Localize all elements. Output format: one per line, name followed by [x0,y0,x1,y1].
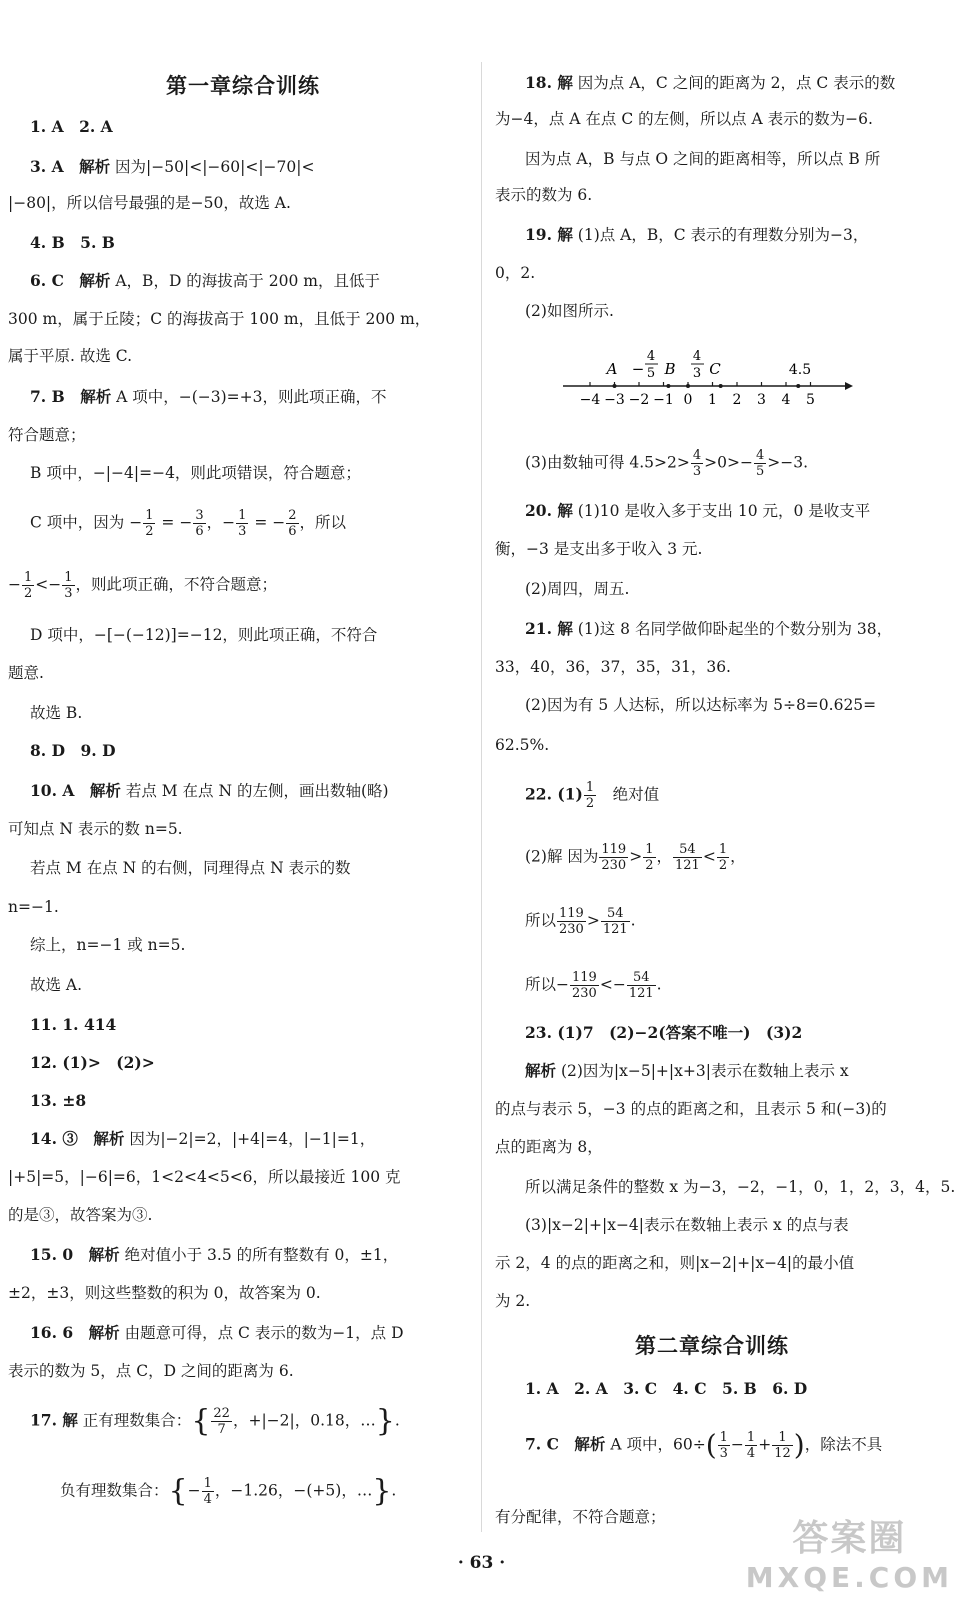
point-frac-4-3-num: 4 [692,349,702,364]
number-line-point [666,384,670,388]
answer-7: 7. B 解析 A 项中，−(−3)=+3，则此项正确，不 [30,387,387,406]
answer-22-part2: (2)解 因为 $\frac{119}{230}$ > $\frac{1}{2}$ ， $\frac{54}{121}$ < $\frac{1}{2}$ ， [525,842,746,873]
answer-21-cont: 33，40，36，37，35，31，36. [495,658,731,676]
number-line-point [613,384,617,388]
chapter-2-title: 第二章综合训练 [635,1333,789,1358]
answer-7-d: D 项中，−[−(−12)]=−12，则此项正确，不符合 [30,626,378,644]
point-frac-4-3-den: 3 [692,366,702,381]
answer-22-part1: 22. (1) $\frac{1}{2}$ 绝对值 [525,780,660,811]
answer-23-analysis-cont2: 点的距离为 8， [495,1138,603,1156]
answer-23-part3: (3)|x−2|+|x−4|表示在数轴上表示 x 的点与表 [525,1216,849,1234]
point-label-c: C [709,360,721,378]
answer-6: 6. C 解析 A，B，D 的海拔高于 200 m，且低于 [30,271,380,290]
watermark-logo: 答案圈 MXQE.COM [745,1518,953,1594]
answer-14: 14. ③ 解析 因为|−2|=2，|+4|=4，|−1|=1， [30,1129,376,1148]
number-line-tick-label: −2 [628,392,650,408]
chapter-1-title: 第一章综合训练 [166,73,320,98]
answer-20: 20. 解 (1)10 是收入多于支出 10 元，0 是收支平 [525,501,871,520]
answer-17-positive: 17. 解 正有理数集合：{ $\frac{22}{7}$ ，+|−2|，0.18，…}. [30,1403,400,1439]
answer-19-cont: 0，2. [495,264,536,282]
answer-10-cont1: 可知点 N 表示的数 n=5. [8,820,183,838]
answer-7-choose: 故选 B. [30,704,83,722]
answer-20-part2: (2)周四，周五. [525,580,630,598]
point-label-a: A [606,360,618,378]
answer-16: 16. 6 解析 由题意可得，点 C 表示的数为−1，点 D [30,1323,404,1342]
answer-23-analysis: 解析 (2)因为|x−5|+|x+3|表示在数轴上表示 x [525,1061,849,1080]
answer-10-cont3: n=−1. [8,898,59,916]
number-line-arrow [845,382,853,390]
answer-16-cont: 表示的数为 5，点 C，D 之间的距离为 6. [8,1362,294,1380]
answer-14-cont2: 的是③，故答案为③. [8,1206,153,1224]
point-frac-4-5-den: 5 [646,366,656,381]
answer-19-part3: (3)由数轴可得 4.5>2> $\frac{4}{3}$ >0>− $\frac{4}{5}$ >−3. [525,448,809,479]
answer-23-part3-cont2: 为 2. [495,1292,531,1310]
number-line-tick-label: −3 [604,392,625,408]
number-line-tick-label: 1 [708,392,717,408]
number-line-tick-labels [580,392,815,408]
answer-11: 11. 1. 414 [30,1015,117,1034]
chapter-2-answer-7: 7. C 解析 A 项中，60÷( $\frac{1}{3}$ − $\frac{1}{4}$ + $\frac{1}{12}$ )，除法不具 [525,1428,883,1462]
number-line-tick-label: 3 [757,392,766,408]
answer-7-c-cont: − $\frac{1}{2}$ <− $\frac{1}{3}$ ，则此项正确，不符合题意； [8,570,278,601]
number-line-ticks [590,382,811,388]
answer-18: 18. 解 因为点 A，C 之间的距离为 2，点 C 表示的数 [525,73,896,92]
number-line-tick-label: −4 [579,392,601,408]
answer-4-5: 4. B 5. B [30,233,115,252]
answer-22-part2-so: 所以 $\frac{119}{230}$ > $\frac{54}{121}$ . [525,906,636,937]
answer-20-cont: 衡，−3 是支出多于收入 3 元. [495,540,703,558]
answer-7-c: C 项中，因为 − $\frac{1}{2}$ = − $\frac{3}{6}$ ，− $\frac{1}{3}$ = − $\frac{2}{6}$ ，所以 [30,508,347,539]
answer-1-2: 1. A 2. A [30,117,113,136]
answer-15: 15. 0 解析 绝对值小于 3.5 的所有整数有 0，±1， [30,1245,399,1264]
answer-10: 10. A 解析 若点 M 在点 N 的左侧，画出数轴(略) [30,781,389,800]
point-label-minus: − [631,360,645,378]
answer-22-part2-so2: 所以− $\frac{119}{230}$ <− $\frac{54}{121}$ . [525,970,662,1001]
number-line-point [796,384,800,388]
chapter-2-answer-7-cont: 有分配律，不符合题意； [495,1508,666,1526]
answer-23-part3-cont1: 示 2，4 的点的距离之和，则|x−2|+|x−4|的最小值 [495,1254,855,1272]
point-label-b: B [664,360,676,378]
answer-7-b: B 项中，−|−4|=−4，则此项错误，符合题意； [30,464,361,482]
answer-6-cont2: 属于平原. 故选 C. [8,347,133,365]
number-line-tick-label: 2 [732,392,742,408]
point-frac-4-5-num: 4 [646,349,656,364]
page-number: · 63 · [457,1553,506,1573]
answer-21-part2: (2)因为有 5 人达标，所以达标率为 5÷8=0.625= [525,696,877,714]
answer-17-negative: 负有理数集合：{− $\frac{1}{4}$ ，−1.26，−(+5)，…}. [60,1473,397,1509]
number-line-tick-label: 5 [806,392,815,408]
answer-18-cont3: 表示的数为 6. [495,186,593,204]
answer-21-part2-cont: 62.5%. [495,736,550,754]
answer-14-cont1: |+5|=5，|−6|=6，1<2<4<5<6，所以最接近 100 克 [8,1168,401,1186]
column-divider [481,62,482,1532]
point-label-4-5: 4.5 [788,362,812,378]
number-line-tick-label: 0 [683,392,693,408]
answer-3-cont: |−80|，所以信号最强的是−50，故选 A. [8,194,291,212]
answer-10-cont4: 综上，n=−1 或 n=5. [30,936,186,954]
answer-12: 12. (1)> (2)> [30,1053,155,1072]
number-line-figure [555,340,855,420]
chapter-2-answers-1-6: 1. A 2. A 3. C 4. C 5. B 6. D [525,1379,808,1398]
number-line-tick-label: 4 [781,392,791,408]
answer-3: 3. A 解析 因为|−50|<|−60|<|−70|< [30,157,315,176]
answer-19-part2: (2)如图所示. [525,302,614,320]
answer-15-cont: ±2，±3，则这些整数的积为 0，故答案为 0. [8,1284,321,1302]
answer-18-cont2: 因为点 A，B 与点 O 之间的距离相等，所以点 B 所 [525,150,881,168]
answer-13: 13. ±8 [30,1091,87,1110]
answer-19: 19. 解 (1)点 A，B，C 表示的有理数分别为−3， [525,225,869,244]
answer-18-cont1: 为−4，点 A 在点 C 的左侧，所以点 A 表示的数为−6. [495,110,873,128]
answer-7-cont: 符合题意； [8,426,86,444]
answer-23-analysis-cont1: 的点与表示 5，−3 的点的距离之和，且表示 5 和(−3)的 [495,1100,887,1118]
answer-10-choose: 故选 A. [30,976,83,994]
number-line-point [719,384,723,388]
answer-23: 23. (1)7 (2)−2(答案不唯一) (3)2 [525,1023,803,1042]
answer-6-cont1: 300 m，属于丘陵；C 的海拔高于 100 m，且低于 200 m， [8,310,431,328]
number-line-point [686,384,690,388]
answer-10-cont2: 若点 M 在点 N 的右侧，同理得点 N 表示的数 [30,859,351,877]
answer-7-d-cont: 题意. [8,664,44,682]
answer-21: 21. 解 (1)这 8 名同学做仰卧起坐的个数分别为 38， [525,619,893,638]
answer-23-analysis-cont3: 所以满足条件的整数 x 为−3，−2，−1，0，1，2，3，4，5. [525,1178,956,1196]
answer-8-9: 8. D 9. D [30,741,116,760]
number-line-tick-label: −1 [653,392,674,408]
